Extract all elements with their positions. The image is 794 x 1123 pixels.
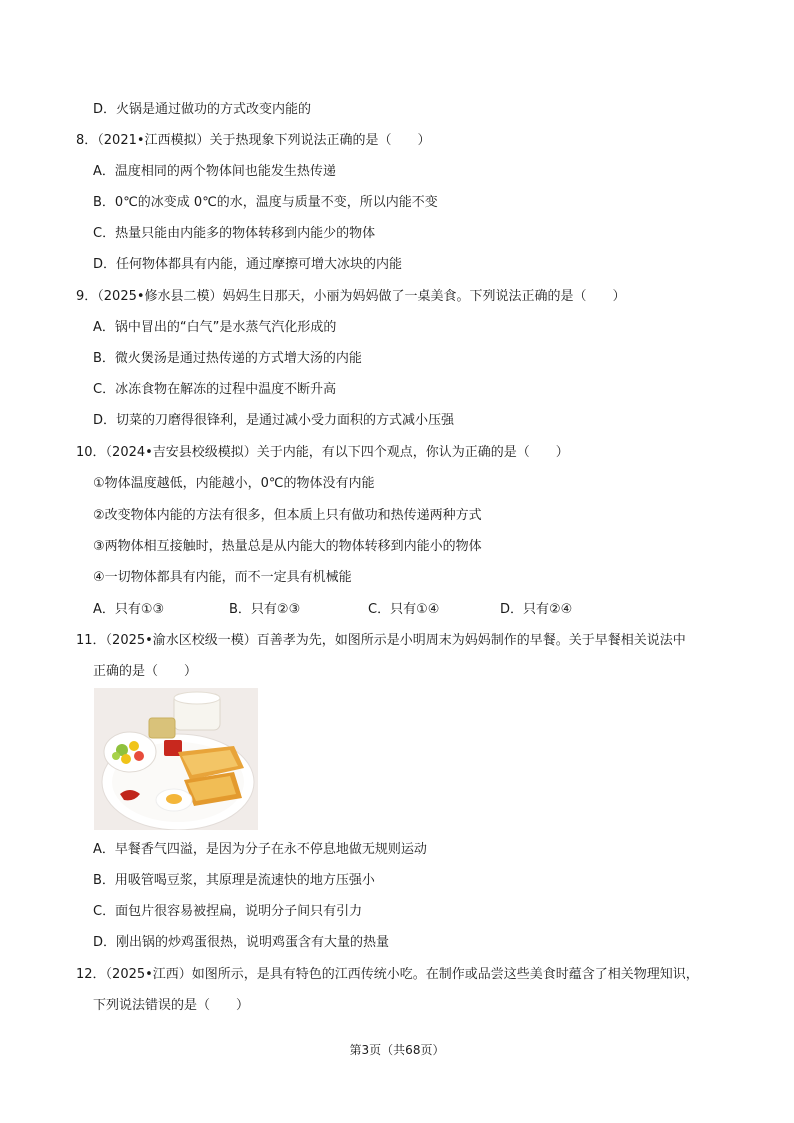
q10-option-a: A．只有①③ (93, 602, 165, 617)
question-11-stem-cont: 正确的是（ ） (93, 664, 198, 679)
q8-option-b: B．0℃的冰变成 0℃的水，温度与质量不变，所以内能不变 (93, 195, 438, 210)
q8-option-a: A．温度相同的两个物体间也能发生热传递 (93, 164, 336, 179)
q10-option-b: B．只有②③ (229, 602, 301, 617)
page-footer: 第3页（共68页） (349, 1043, 445, 1057)
q10-choices (93, 601, 653, 619)
q11-option-d: D．刚出锅的炒鸡蛋很热，说明鸡蛋含有大量的热量 (93, 935, 390, 950)
question-11-stem: 11．（2025•渝水区校级一模）百善孝为先，如图所示是小明周末为妈妈制作的早餐。关于早餐相关说法中 (76, 633, 686, 648)
q10-statement-1: ①物体温度越低，内能越小，0℃的物体没有内能 (93, 476, 375, 491)
question-10-stem: 10．（2024•吉安县校级模拟）关于内能，有以下四个观点，你认为正确的是（ ） (76, 445, 569, 460)
q9-option-d: D．切菜的刀磨得很锋利，是通过减小受力面积的方式减小压强 (93, 413, 455, 428)
q9-option-b: B．微火煲汤是通过热传递的方式增大汤的内能 (93, 351, 362, 366)
q11-option-a: A．早餐香气四溢，是因为分子在永不停息地做无规则运动 (93, 842, 427, 857)
q9-option-c: C．冰冻食物在解冻的过程中温度不断升高 (93, 382, 337, 397)
q8-option-d: D．任何物体都具有内能，通过摩擦可增大冰块的内能 (93, 257, 403, 272)
q10-option-d: D．只有②④ (500, 602, 573, 617)
question-12-stem-cont: 下列说法错误的是（ ） (93, 998, 250, 1013)
breakfast-photo (94, 688, 258, 830)
q10-option-c: C．只有①④ (368, 602, 440, 617)
q10-statement-4: ④一切物体都具有内能，而不一定具有机械能 (93, 570, 352, 585)
q11-option-b: B．用吸管喝豆浆，其原理是流速快的地方压强小 (93, 873, 375, 888)
question-8-stem: 8．（2021•江西模拟）关于热现象下列说法正确的是（ ） (76, 133, 431, 148)
breakfast-illustration (94, 688, 258, 830)
question-12-stem: 12．（2025•江西）如图所示，是具有特色的江西传统小吃。在制作或品尝这些美食时蕴含了相关物理知识， (76, 967, 699, 982)
q7-option-d: D．火锅是通过做功的方式改变内能的 (93, 102, 312, 117)
q8-option-c: C．热量只能由内能多的物体转移到内能少的物体 (93, 226, 376, 241)
q10-statement-2: ②改变物体内能的方法有很多，但本质上只有做功和热传递两种方式 (93, 508, 482, 523)
q9-option-a: A．锅中冒出的“白气”是水蒸气汽化形成的 (93, 320, 337, 335)
question-9-stem: 9．（2025•修水县二模）妈妈生日那天，小丽为妈妈做了一桌美食。下列说法正确的是（ ） (76, 289, 626, 304)
q11-option-c: C．面包片很容易被捏扁，说明分子间只有引力 (93, 904, 363, 919)
q10-statement-3: ③两物体相互接触时，热量总是从内能大的物体转移到内能小的物体 (93, 539, 482, 554)
